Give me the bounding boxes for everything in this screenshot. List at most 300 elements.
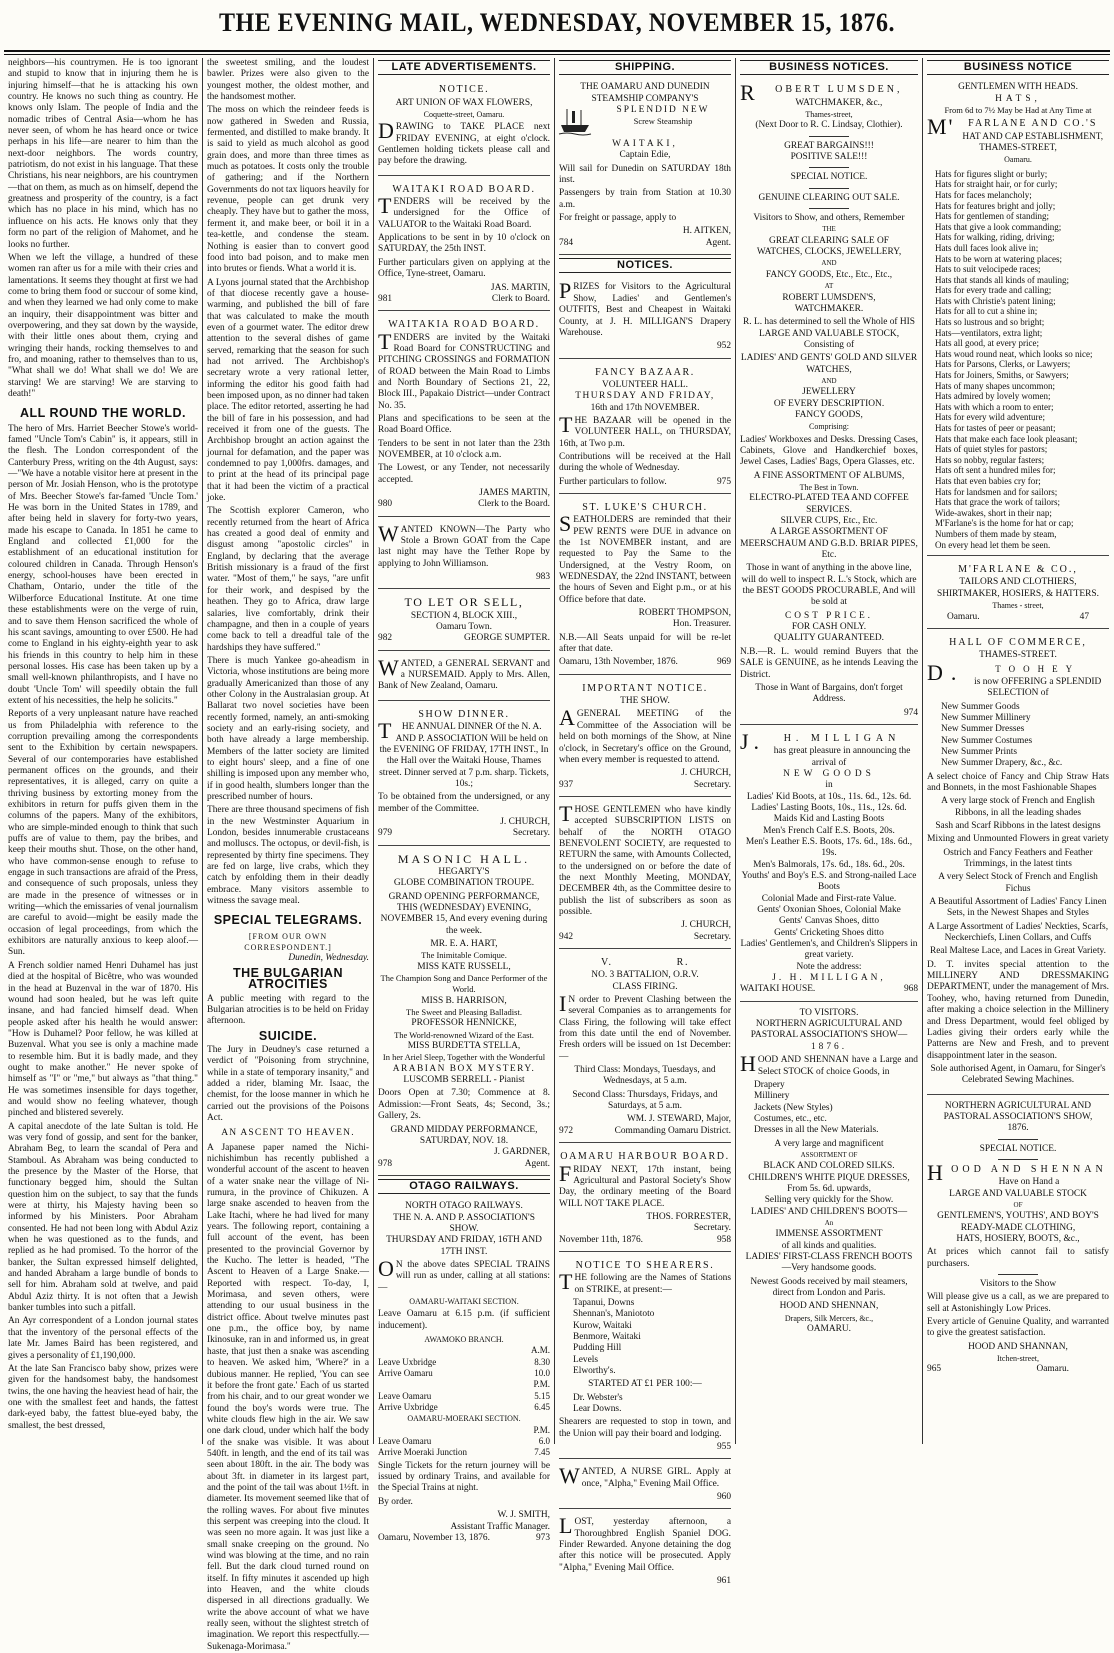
verse-line: On every head let them be seen. xyxy=(935,539,1051,550)
advert-line: From 5s. 6d. upwards, xyxy=(787,1183,871,1194)
verse-line: Hats for Parsons, Clerks, or Lawyers; xyxy=(935,359,1071,370)
advert-line: SELECTION of xyxy=(987,688,1049,699)
advert-body: A Large Assortment of Ladies' Neckties, Scarfs, Neckerchiefs, Linen Collars, and Cuffs xyxy=(927,921,1109,944)
advert-hood-shennan-visitors xyxy=(740,1005,918,1341)
advert-heading: WAITAKIA ROAD BOARD. xyxy=(388,319,540,331)
advert-wax-flowers xyxy=(378,79,550,175)
advert-body: The Lowest, or any Tender, not necessarily accepted. xyxy=(378,463,550,485)
advert-heading: HALL OF COMMERCE, xyxy=(949,636,1087,648)
advert-harbour-board xyxy=(559,1146,731,1252)
advert-important-notice xyxy=(559,678,731,797)
hats-verse xyxy=(935,169,1109,550)
advert-body: SEATHOLDERS are reminded that their PEW RENTS were DUE in advance on the 1st NOVEMBER instant, and are requested to Pay the Same to the Undersigned, at the Vestry Room, on WEDNESDAY, the 22nd INSTANT, between the hours of Seven and Eight p.m., or at his Office before that date. xyxy=(559,511,731,605)
verse-line: Numbers of them made by steam, xyxy=(935,528,1057,539)
advert-address: Oamaru. xyxy=(1004,155,1032,165)
advert-body: ON the above dates SPECIAL TRAINS will run as under, calling at all stations:— xyxy=(378,1255,550,1293)
advert-line: A LARGE ASSORTMENT OF MEERSCHAUM AND G.B.D. BRIAR PIPES, Etc. xyxy=(740,527,918,561)
advert-heading: OAMARU HARBOUR BOARD. xyxy=(560,1151,730,1163)
advert-number: 975 xyxy=(716,476,731,487)
advert-heading: NOTICE TO SHEARERS. xyxy=(575,1259,715,1271)
article-paragraph: At the late San Francisco baby show, prizes were given for the handsomest baby, the handsomest twins, the one having the heaviest head of hair, the one with the smallest feet and hands, the fattest dark-eyed baby, the fattest blue-eyed baby, the smallest, the best dressed, xyxy=(8,1363,198,1431)
advert-body: A Beautiful Assortment of Ladies' Fancy Linen Sets, in the Newest Shapes and Styles xyxy=(929,897,1107,919)
advert-line: NEW GOODS xyxy=(783,768,875,779)
advert-signature: ROBERT THOMPSON, xyxy=(638,608,731,619)
advert-body: Shearers are requested to stop in town, and the Union will pay their board and lodging. xyxy=(559,1417,731,1439)
advert-body: At prices which cannot fail to satisfy purchasers. xyxy=(927,1247,1109,1269)
timetable-moeraki xyxy=(378,1425,550,1459)
advert-body: HOOD AND SHENNAN have a Large and Select STOCK of choice Goods, in xyxy=(740,1051,918,1077)
advert-heading: IMPORTANT NOTICE. xyxy=(582,682,708,694)
timetable-station: Leave Oamaru xyxy=(378,1436,432,1447)
performer-line: The World-renowned Wizard of the East. xyxy=(394,1029,534,1040)
list-item: Levels xyxy=(573,1354,598,1365)
column-6 xyxy=(927,58,1109,1446)
list-item: Shennan's, Maniototo xyxy=(573,1309,655,1320)
section-otago-railways: OTAGO RAILWAYS. xyxy=(378,1179,550,1194)
verse-line: Hats for figures slight or burly; xyxy=(935,168,1048,179)
verse-line: Hats that grace the work of tailors; xyxy=(935,497,1060,508)
advert-heading: ROBERT LUMSDEN, xyxy=(740,80,903,106)
article-paragraph: There is much Yankee go-aheadism in Victoria, whose institutions are being more gradually Americanized than those of any other Colony in the Australasian group. At Ballarat two novel societies have been recently formed, namely, an anti-smoking society and an early-rising society, and both have already a large membership. Members of the latter society are limited to eight hours' sleep, and a fine of one shilling is imposed upon any member who, if in good health, slumbers longer than the prescribed number of hours. xyxy=(207,655,369,802)
advert-role: Assistant Traffic Manager. xyxy=(450,1521,550,1532)
advert-line: AND xyxy=(821,376,837,385)
advert-signature: JAMES MARTIN, xyxy=(479,488,550,498)
advert-line: SHIRTMAKER, HOSIERS, & HATTERS. xyxy=(937,588,1099,599)
column-divider xyxy=(373,58,374,1444)
advert-heading: J.H. MILLIGAN xyxy=(740,728,901,754)
advert-signature: H. AITKEN, xyxy=(682,226,731,237)
advert-number: 979 xyxy=(378,828,393,839)
advert-number: 978 xyxy=(378,1158,393,1169)
divider xyxy=(998,1159,1038,1160)
advert-subheading: Oamaru Town. xyxy=(436,622,492,633)
advert-number: 937 xyxy=(559,779,574,790)
advert-line: SILVER CUPS, Etc., Etc. xyxy=(780,516,878,527)
advert-subheading: GREAT BARGAINS!!! xyxy=(784,140,874,151)
column-5 xyxy=(740,58,918,1446)
advert-line: An xyxy=(824,1218,834,1227)
advert-body: Real Maltese Lace, and Laces in Great Variety. xyxy=(930,946,1106,957)
timetable-section: OAMARU-MOERAKI SECTION. xyxy=(407,1414,521,1424)
advert-body: THE BAZAAR will be opened in the VOLUNTEER HALL, on THURSDAY, 16th, at Two p.m. xyxy=(559,411,731,449)
advert-heading: TO LET OR SELL, xyxy=(404,595,524,610)
verse-line: Hats for all to cut a shine in; xyxy=(935,306,1038,317)
advert-subheading: CLASS FIRING. xyxy=(612,981,678,992)
section-business-notices: BUSINESS NOTICES. xyxy=(740,60,918,75)
article-paragraph: The Scottish explorer Cameron, who recently returned from the heart of Africa has created a good deal of enmity and disgust among "apostolic circles" in England, by declaring that the average British missionary is a fraud of the first water. "Most of them," he says, "are unfit for their work, and despised by the heathen. They go to Africa, draw large salaries, live comfortably, drink their champagne, and then in a couple of years come back to tell a dreadful tale of the hardships they have suffered." xyxy=(207,506,369,653)
advert-railways xyxy=(378,1198,550,1549)
advert-line: TAILORS AND CLOTHIERS, xyxy=(959,577,1077,588)
heading-ascent-to-heaven: AN ASCENT TO HEAVEN. xyxy=(221,1128,355,1139)
verse-line: Hats of quiet styles for pastors; xyxy=(935,444,1048,455)
advert-signature: J. CHURCH, xyxy=(500,816,550,827)
advert-signature: HOOD AND SHANNAN, xyxy=(968,1341,1068,1352)
advert-heading: ST. LUKE'S CHURCH. xyxy=(582,501,708,513)
verse-line: Hats so nobby, regular fasters; xyxy=(935,454,1045,465)
verse-line: Hats that make each face look pleasant; xyxy=(935,433,1078,444)
article-paragraph: the sweetest smiling, and the loudest bawler. Prizes were also given to the youngest mother, the oldest mother, and the handsomest mother. xyxy=(207,58,369,103)
advert-body: Plans and specifications to be seen at the Road Board Office. xyxy=(378,413,550,436)
list-item: Ladies' Gentlemen's, and Children's Slippers in great variety. xyxy=(740,939,918,961)
advert-role: Secretary. xyxy=(693,779,731,790)
advert-body: WANTED, a GENERAL SERVANT and a NURSEMAID. Apply to Mrs. Allen, Bank of New Zealand, Oamaru. xyxy=(378,654,550,692)
section-heading-all-round-the-world: ALL ROUND THE WORLD. xyxy=(19,406,186,421)
list-item: Costumes, etc., etc. xyxy=(754,1113,827,1124)
advert-address: Oamaru. xyxy=(947,611,980,622)
advert-line: BLACK AND COLORED SILKS. xyxy=(763,1161,895,1172)
list-item: New Summer Dresses xyxy=(941,724,1025,735)
advert-heading: NORTHERN AGRICULTURAL AND PASTORAL ASSOCIATION'S SHOW, xyxy=(943,1100,1093,1122)
table-row xyxy=(378,1391,550,1402)
advert-body: WANTED KNOWN—The Party who Stole a Brown GOAT from the Cape last night may have the Tether Rope by applying to John Williamson. xyxy=(378,520,550,569)
advert-body: Every article of Genuine Quality, and warranted to give the greatest satisfaction. xyxy=(927,1317,1109,1339)
advert-line: A FINE ASSORTMENT OF ALBUMS, xyxy=(753,470,905,481)
performer-line: MISS B. HARRISON, xyxy=(421,995,507,1006)
list-item: Lear Downs. xyxy=(573,1404,622,1415)
list-item: Drapery xyxy=(754,1079,785,1090)
advert-notice-to-shearers xyxy=(559,1255,731,1460)
advert-role: Secretary. xyxy=(693,1223,731,1234)
advert-signature: J. CHURCH, xyxy=(681,768,731,779)
advert-role: Drapers, Silk Mercers, &c., xyxy=(784,1313,874,1323)
verse-line: Wide-awakes, short in their nap; xyxy=(935,507,1052,518)
advert-benevolent-society xyxy=(559,800,731,949)
article-paragraph: The moss on which the reindeer feeds is now gathered in Sweden and Russia, fermented, and distilled to make brandy. It is said to yield as much alcohol as good grain does, and more than three times as much as potatoes. It costs only the trouble of gathering; and if the Northern Governments do not tax liquors heavily for revenue, people can get drunk very cheaply. They have but to gather the moss, ferment it, and make beer, or boil it in a tea-kettle, and condense the steam. Nothing is easier than to convert good food into bad poison, and to make men into brutes or fiends. What a world it is. xyxy=(207,105,369,275)
advert-line: READY-MADE CLOTHING, xyxy=(960,1222,1076,1233)
performer-line: In her Ariel Sleep, Together with the Wonderful xyxy=(382,1052,546,1063)
article-paragraph: A Japanese paper named the Nichi-nichishimbun has recently published a wonderful account of the ascent to heaven of a water snake near the village of Ni-rumura, in the province of Chikuzen. A large snake ascended to heaven from the Lake Itachi, where he had lived for many years. The following report, containing a full account of the event, has been presented to the provincial Governor by the Kucho. The letter is headed, "The Ascent to Heaven of a Large Snake.—Reported with respect. To-day, I, Morimasa, and seven others, were attending to our usual business in the district office. About twelve minutes past one p.m., the office boy, by name Ikinosuke, ran in and informed us, in great haste, that just then a snake was ascending to heaven. We asked him, 'Where?' in a dubious manner. He replied, 'You can see it before the front gate.' Each of us started from his chair, and to our great wonder we found the boy's words were true. The white clouds flew high in the air. We saw one dark cloud, under which half the body of the snake was visible. It was about 540ft. in length, and the end of its tail was seen about 180ft. in the air. The body was about 3ft. in diameter in its largest part, and the point of the tail was about 1½ft. in diameter. Its movement seemed like that of the rolling waves. For about five minutes this serpent was creeping into the cloud. It was seen no more again. It was just like a small snake creeping on the ground. No wind was blowing at the time, and no rain fell. But the dark cloud turned round on itself. In fifty minutes it ascended up high into Heaven, and the white clouds dispersed in all directions gradually. We write the above account of what we have really seen, without the slightest stretch of imagination. We report this respectfully.—Sukenaga-Morimasa." xyxy=(207,1142,369,1652)
advert-line: LADIES' AND CHILDREN'S BOOTS— xyxy=(750,1206,908,1217)
table-row xyxy=(378,1436,550,1447)
advert-subheading: SPECIAL NOTICE. xyxy=(790,172,868,183)
verse-line: Hats to suit velocipede races; xyxy=(935,264,1041,275)
verse-line: Hats that stands all kinds of mauling; xyxy=(935,274,1069,285)
timetable-time: P.M. xyxy=(533,1379,550,1390)
advert-body: Leave Oamaru at 6.15 p.m. (if sufficient inducement). xyxy=(378,1309,550,1331)
advert-line: ASSORTMENT OF xyxy=(800,1150,858,1159)
advert-subheading: GLOBE COMBINATION TROUPE. xyxy=(393,878,535,889)
advert-line: IMMENSE ASSORTMENT xyxy=(775,1229,883,1240)
advert-number: 974 xyxy=(903,707,918,718)
divider xyxy=(998,1274,1038,1275)
list-item: Millinery xyxy=(754,1091,790,1102)
advert-body: Sash and Scarf Ribbons in the latest designs xyxy=(935,821,1101,831)
advert-subheading: NO. 3 BATTALION, O.R.V. xyxy=(591,970,699,981)
table-row xyxy=(378,1402,550,1413)
advert-line: has great pleasure in announcing the xyxy=(773,746,911,757)
advert-body: Newest Goods received by mail steamers, direct from London and Paris. xyxy=(750,1276,908,1299)
telegram-subtitle: [FROM OUR OWN CORRESPONDENT.] xyxy=(244,931,332,953)
advert-number: 982 xyxy=(378,633,393,644)
advert-body: To be obtained from the undersigned, or any member of the Committee. xyxy=(378,792,550,814)
list-item: New Summer Goods xyxy=(941,701,1020,712)
advert-line: J. H. MILLIGAN, xyxy=(772,973,886,984)
advert-signature: J. GARDNER, xyxy=(494,1147,550,1158)
advert-subheading: Screw Steamship xyxy=(633,116,693,127)
advert-number: 965 xyxy=(927,1364,942,1375)
advert-line: OF xyxy=(1013,1200,1023,1209)
divider xyxy=(809,136,849,137)
verse-line: Hats with which a room to enter; xyxy=(935,401,1054,412)
verse-line: Hats for landsmen and for sailors; xyxy=(935,486,1058,497)
advert-role: Agent. xyxy=(705,237,731,248)
advert-subheading: GRAND MIDDAY PERFORMANCE, SATURDAY, NOV. 18. xyxy=(390,1124,538,1146)
article-paragraph: A public meeting with regard to the Bulgarian atrocities is to be held on Friday afternoon. xyxy=(207,993,369,1027)
advert-body: LOST, yesterday afternoon, a Thoroughbred English Spaniel DOG. Finder Rewarded. Anyone detaining the dog after this notice will be prosecuted. Apply "Alpha," Evening Mail Office. xyxy=(559,1513,731,1573)
advert-body: Further particulars given on applying at the Office, Tyne-street, Oamaru. xyxy=(378,257,550,280)
article-paragraph: A capital anecdote of the late Sultan is told. He was very fond of gossip, and sent for the banker, Abraham Beg, to learn the scandal of Pera and Stamboul. As Abraham was being conducted to the presence by the Master of the Horse, that functionary begged him, should the Sultan question him on the subject, to say that the funds were at thirty, his Majesty having been so informed by his Ministers. Poor Abraham consented. He had not been long with Abdul Aziz when he was questioned as to the funds, and replied as he had promised. To the horror of the banker, the Sultan expressed himself delighted, and handed Abraham a large bundle of bonds to sell for him. Abraham sold at twelve, and paid Abdul Aziz thirty. It is not often that a Jewish banker tumbles into such a pitfall. xyxy=(8,1121,198,1314)
advert-line: WATCHES, CLOCKS, JEWELLERY, xyxy=(756,247,902,258)
timetable-section: OAMARU-WAITAKI SECTION. xyxy=(409,1296,519,1306)
advert-subheading: HEGARTY'S xyxy=(438,866,490,877)
advert-heading: D.TOOHEY xyxy=(927,659,1081,685)
stations-list xyxy=(573,1393,731,1416)
advert-role: Hon. Treasurer. xyxy=(672,619,731,630)
performer-line: ARABIAN BOX MYSTERY. xyxy=(392,1063,536,1074)
advert-body: By order. xyxy=(378,1496,413,1507)
column-2 xyxy=(207,58,369,1652)
advert-heading: M'FARLANE & CO., xyxy=(958,564,1078,576)
advert-number: 958 xyxy=(716,1234,731,1245)
section-business-notice: BUSINESS NOTICE xyxy=(927,60,1109,75)
advert-role: Clerk to Board. xyxy=(491,293,550,304)
timetable-time: A.M. xyxy=(530,1345,550,1356)
advert-date: Oamaru, November 13, 1876. xyxy=(378,1532,490,1543)
advert-body: A select choice of Fancy and Chip Straw Hats and Bonnets, in the most Fashionable Shapes xyxy=(927,771,1109,793)
masthead-rule-thin xyxy=(4,54,1110,55)
advert-line: is now OFFERING a SPLENDID xyxy=(974,676,1102,687)
divider xyxy=(809,208,849,209)
advert-prizes xyxy=(559,277,731,358)
advert-subheading: SPLENDID NEW xyxy=(616,105,710,116)
advert-subheading: GENUINE CLEARING OUT SALE. xyxy=(758,192,900,203)
advert-line: —Very handsome goods. xyxy=(781,1263,877,1274)
verse-line: Hats admired by lovely women; xyxy=(935,391,1051,402)
advert-subheading: 16th and 17th NOVEMBER. xyxy=(590,402,700,413)
advert-line: LADIES' AND GENTS' GOLD AND SILVER WATCHES, xyxy=(740,353,918,375)
advert-subheading: SECTION 4, BLOCK XIII., xyxy=(410,610,518,621)
advert-body: AGENERAL MEETING of the Committee of the Association will be held on both mornings of the Show, at Nine o'clock, in Secretary's office on the Ground, when every member is requested to attend. xyxy=(559,705,731,765)
advert-subheading: NORTHERN AGRICULTURAL AND PASTORAL ASSOCIATION'S SHOW— xyxy=(750,1019,908,1041)
section-late-advertisements: LATE ADVERTISEMENTS. xyxy=(378,60,550,75)
list-item: Ladies' Kid Boots, at 10s., 11s. 6d., 12s. 6d. xyxy=(746,791,912,802)
advert-subheading: SPECIAL NOTICE. xyxy=(979,1143,1057,1154)
advert-fancy-bazaar xyxy=(559,362,731,494)
advert-heading: NOTICE. xyxy=(438,84,490,96)
timetable-station: Leave Uxbridge xyxy=(378,1356,437,1367)
advert-body: Applications to be sent in by 10 o'clock on SATURDAY, the 25th INST. xyxy=(378,233,550,255)
advert-date: Oamaru, 13th November, 1876. xyxy=(559,657,678,668)
section-shipping: SHIPPING. xyxy=(559,60,731,75)
verse-line: Hats for faces melancholy; xyxy=(935,189,1032,200)
list-item: Men's Leather E.S. Boots, 17s. 6d., 18s. 6d., 19s. xyxy=(745,836,913,859)
timetable-station: Arrive Moeraki Junction xyxy=(378,1447,467,1458)
advert-line: FOR CASH ONLY. xyxy=(791,622,867,633)
advert-line: LARGE AND VALUABLE STOCK xyxy=(949,1188,1087,1199)
advert-waitakia-road-board xyxy=(378,314,550,517)
advert-body: TENDERS are invited by the Waitaki Road Board for CONSTRUCTING and PITCHING CROSSINGS and FORMATION of ROAD between the Main Road to Limbs and North Boundary of Sections 21, 22, Block III., Papakaio District—under Contract No. 35. xyxy=(378,328,550,411)
advert-line: From 6d to 7½ May be Had at Any Time at xyxy=(944,105,1092,116)
advert-number: 969 xyxy=(716,657,731,668)
timetable-station: Arrive Uxbridge xyxy=(378,1402,438,1413)
advert-body: Third Class: Mondays, Tuesdays, and Wednesdays, at 5 a.m. xyxy=(574,1065,716,1087)
advert-body: THE ANNUAL DINNER Of the N. A. AND P. ASSOCIATION Will be held on the EVENING OF FRIDAY, 17TH INST., In the Hall over the Waitaki House, Thames street. Dinner served at 7 p.m. sharp. Tickets, 10s.; xyxy=(378,718,549,789)
column-4 xyxy=(559,58,731,1587)
advert-signature: J. CHURCH, xyxy=(681,920,731,931)
advert-address: Itchen-street, xyxy=(997,1354,1039,1364)
list-item: Gents' Canvas Shoes, ditto xyxy=(778,916,880,927)
advert-address: (Next Door to R. C. Lindsay, Clothier). xyxy=(755,120,903,131)
advert-subheading: WATCHMAKER, &c., xyxy=(795,97,883,108)
advert-line: GREAT CLEARING SALE OF xyxy=(769,235,889,246)
advert-line: of all kinds and qualities. xyxy=(781,1240,877,1251)
advert-lost-dog xyxy=(559,1512,731,1592)
advert-body: Ostrich and Fancy Feathers and Feather Trimmings, in the latest tints xyxy=(943,847,1093,870)
advert-line: GENTLEMEN'S, YOUTHS', AND BOY'S xyxy=(937,1211,1099,1222)
advert-body: GRAND OPENING PERFORMANCE, THIS (WEDNESDAY) EVENING, NOVEMBER 15, And every evening during the week. xyxy=(380,891,548,936)
section-notices: NOTICES. xyxy=(559,258,731,273)
list-item: Colonial Made and First-rate Value. xyxy=(761,893,897,904)
advert-show-dinner xyxy=(378,704,550,846)
column-3 xyxy=(378,58,550,1543)
advert-wanted-known-goat xyxy=(378,520,550,590)
performer-line: The Inimitable Comique. xyxy=(421,950,507,961)
advert-role: Agent. xyxy=(524,1158,550,1169)
timetable-time: 6.0 xyxy=(538,1436,550,1447)
advert-line: Comprising: xyxy=(808,422,849,432)
verse-line: Hats of many shapes uncommon; xyxy=(935,380,1055,391)
advert-line: Selling very quickly for the Show. xyxy=(764,1195,894,1206)
advert-line: QUALITY GUARANTEED. xyxy=(773,633,885,644)
advert-body: Further particulars to follow. xyxy=(559,476,667,487)
advert-wanted-nurse-girl xyxy=(559,1462,731,1509)
verse-line: Hats all good, at every price; xyxy=(935,338,1039,349)
column-divider xyxy=(554,58,555,1444)
advert-hood-shennan-clothing xyxy=(927,1098,1109,1381)
advert-mfarlane-tailors xyxy=(927,559,1109,629)
advert-body: R. L. has determined to sell the Whole of HIS LARGE AND VALUABLE STOCK, Consisting of xyxy=(743,317,915,350)
timetable-time: 10.0 xyxy=(534,1368,550,1379)
divider xyxy=(998,1139,1038,1140)
advert-line: THE xyxy=(822,225,836,234)
advert-number: 983 xyxy=(535,572,550,583)
advert-heading: TO VISITORS. xyxy=(799,1007,859,1018)
advert-role: Commanding Oamaru District. xyxy=(614,1125,731,1136)
advert-body: Sole authorised Agent, in Oamaru, for Singer's Celebrated Sewing Machines. xyxy=(930,1063,1106,1086)
pianist-line: LUSCOMB SERRELL - Pianist xyxy=(403,1075,525,1086)
advert-line: The Best in Town. xyxy=(799,483,859,492)
advert-hall-of-commerce xyxy=(927,632,1109,1095)
advert-subheading: VOLUNTEER HALL. xyxy=(602,379,688,390)
advert-line: arrival of xyxy=(811,757,847,768)
advert-waitaki-road-board-valuator xyxy=(378,179,550,311)
list-item: Benmore, Waitaki xyxy=(573,1331,641,1342)
performer-line: The Champion Song and Dance Performer of the World. xyxy=(380,973,548,995)
masthead-rule xyxy=(4,50,1110,52)
heading-suicide: SUICIDE. xyxy=(258,1028,318,1043)
verse-line: Hats for every wild adventure; xyxy=(935,412,1045,423)
advert-line: WAITAKI HOUSE. xyxy=(740,984,816,995)
advert-number: 972 xyxy=(559,1125,574,1136)
advert-subheading: HATS, xyxy=(995,93,1041,104)
article-paragraph: Reports of a very unpleasant nature have reached us from Philadelphia with reference to the corruption prevailing among the correspondents sent to the Exhibition by certain newspapers. Several of our contemporaries have established permanent offices on the grounds, and their representatives, it is alleged, carry on quite a thriving business by extorting money from the exhibitors in return for puffs given them in the columns of the papers. Many of the exhibitors, who are simple-minded enough to think that such puffs are of value to them, pay the bribes, and keep their mouths shut. Those, on the other hand, who have common-sense enough to refuse to engage in such transactions are afraid of the Press, and consequence of such proposals, unless they are made in the presence of witnesses or in writing—which the emissaries of venal journalism are careful to avoid—might be easily made the occasion of legal proceedings, from which the exhibitors are naturally anxious to keep aloof.—Sun. xyxy=(8,709,198,958)
advert-heading: WAITAKI ROAD BOARD. xyxy=(392,183,536,195)
advert-subheading: ART UNION OF WAX FLOWERS, xyxy=(395,97,533,108)
advert-signature: HOOD AND SHENNAN, xyxy=(779,1301,879,1312)
list-item: Dresses in all the New Materials. xyxy=(754,1125,879,1136)
advert-number: 961 xyxy=(716,1576,731,1587)
advert-number: 784 xyxy=(559,237,574,248)
advert-line: in xyxy=(825,780,833,791)
goods-list xyxy=(740,792,918,962)
advert-role: Secretary. xyxy=(693,931,731,942)
article-paragraph: There are three thousand specimens of fish in the new Westminster Aquarium in London, besides innumerable crustaceans and molluscs. The octopus, or devil-fish, is represented by thirty fine specimens. They are fed on large, live crabs, which they catch by enfolding them in their deadly embrace. Many visitors assemble to witness the savage meal. xyxy=(207,805,369,907)
performer-line: The Sweet and Pleasing Balladist. xyxy=(406,1007,522,1018)
advert-line: JEWELLERY xyxy=(802,387,856,398)
advert-body: THOSE GENTLEMEN who have kindly accepted SUBSCRIPTION LISTS on behalf of the NORTH OTAGO BENEVOLENT SOCIETY, are requested to RETURN the same, with Amounts Collected, to the undersigned on or before the date of the next Monthly Meeting, MONDAY, DECEMBER 4th, as the Committee desire to publish the list of subscribers as soon as possible. xyxy=(559,800,731,917)
advert-number: 960 xyxy=(716,1492,731,1503)
advert-subheading: THURSDAY AND FRIDAY, 16TH AND 17TH INST. xyxy=(386,1235,542,1257)
verse-line: Hats for gentlemen of standing; xyxy=(935,211,1049,222)
advert-role: Secretary. xyxy=(512,828,550,839)
timetable-time: 8.30 xyxy=(534,1356,550,1367)
advert-body: WANTED, A NURSE GIRL. Apply at once, "Alpha," Evening Mail Office. xyxy=(559,1463,731,1489)
advert-subheading: THE SHOW. xyxy=(620,696,670,707)
advert-mfarlane-hats xyxy=(927,79,1109,556)
advert-address: Thames-street, xyxy=(805,110,853,120)
timetable-section: AWAMOKO BRANCH. xyxy=(424,1335,504,1344)
advert-line: ELECTRO-PLATED TEA AND COFFEE SERVICES. xyxy=(749,493,909,515)
article-paragraph: An Ayr correspondent of a London journal states that the inventory of the personal effects of the late Mr. James Baird has been registered, and gives a personality of £1,190,000. xyxy=(8,1316,198,1361)
column-1 xyxy=(8,58,198,1446)
table-row xyxy=(378,1368,550,1379)
advert-steamship-waitaki xyxy=(559,79,731,255)
advert-address: OAMARU. xyxy=(806,1324,851,1335)
section-heading-special-telegrams: SPECIAL TELEGRAMS. xyxy=(213,913,363,928)
advert-line: FANCY GOODS, xyxy=(795,409,863,420)
advert-body: TENDERS will be received by the undersigned for the Office of VALUATOR to the Waitaki Road Board. xyxy=(378,193,550,230)
advert-body: Will please give us a call, as we are prepared to sell at Astonishingly Low Prices. xyxy=(927,1292,1109,1314)
advert-number: 942 xyxy=(559,931,574,942)
list-item: New Summer Prints xyxy=(941,746,1018,757)
divider xyxy=(809,167,849,168)
table-row xyxy=(378,1379,550,1390)
column-divider xyxy=(922,58,923,1444)
advert-body: Single Tickets for the return journey will be issued by ordinary Trains, and available for the Special Trains at night. xyxy=(378,1460,550,1494)
advert-line: HATS, HOSIERY, BOOTS, &c., xyxy=(956,1234,1080,1244)
advert-line: CHILDREN'S WHITE PIQUE DRESSES, xyxy=(748,1172,910,1183)
goods-list xyxy=(754,1080,918,1137)
advert-line: LADIES' FIRST-CLASS FRENCH BOOTS xyxy=(745,1252,913,1262)
advert-number: 973 xyxy=(535,1532,550,1543)
article-paragraph: The Jury in Deudney's case returned a verdict of "Poisoning from strychnine, while in a state of temporary insanity," and added a rider, blaming Mr. Isaac, the chemist, for the loose manner in which he carried out the provisions of the Poisons Act. xyxy=(207,1044,369,1123)
list-item: Gents' Oxonian Shoes, Colonial Make xyxy=(757,905,901,916)
verse-line: Hats for walking, riding, driving; xyxy=(935,232,1055,243)
advert-heading: V. R. xyxy=(600,957,690,968)
verse-line: Hats for tastes of peer or peasant; xyxy=(935,423,1056,433)
timetable-time: 7.45 xyxy=(534,1447,550,1458)
verse-line: Hats that even babies cry for; xyxy=(935,475,1041,486)
advert-number: 981 xyxy=(378,293,393,304)
advert-signature: THOS. FORRESTER, xyxy=(646,1211,731,1222)
verse-line: Hats oft sent a hundred miles for; xyxy=(935,465,1056,476)
advert-line: COST PRICE. xyxy=(784,610,874,621)
advert-st-lukes-church xyxy=(559,497,731,675)
advert-date: November 11th, 1876. xyxy=(559,1234,644,1245)
advert-milligan xyxy=(740,728,918,1002)
advert-line: Visitors to Show, and others, Remember xyxy=(753,213,905,224)
advert-line: Have on Hand a xyxy=(998,1177,1060,1188)
